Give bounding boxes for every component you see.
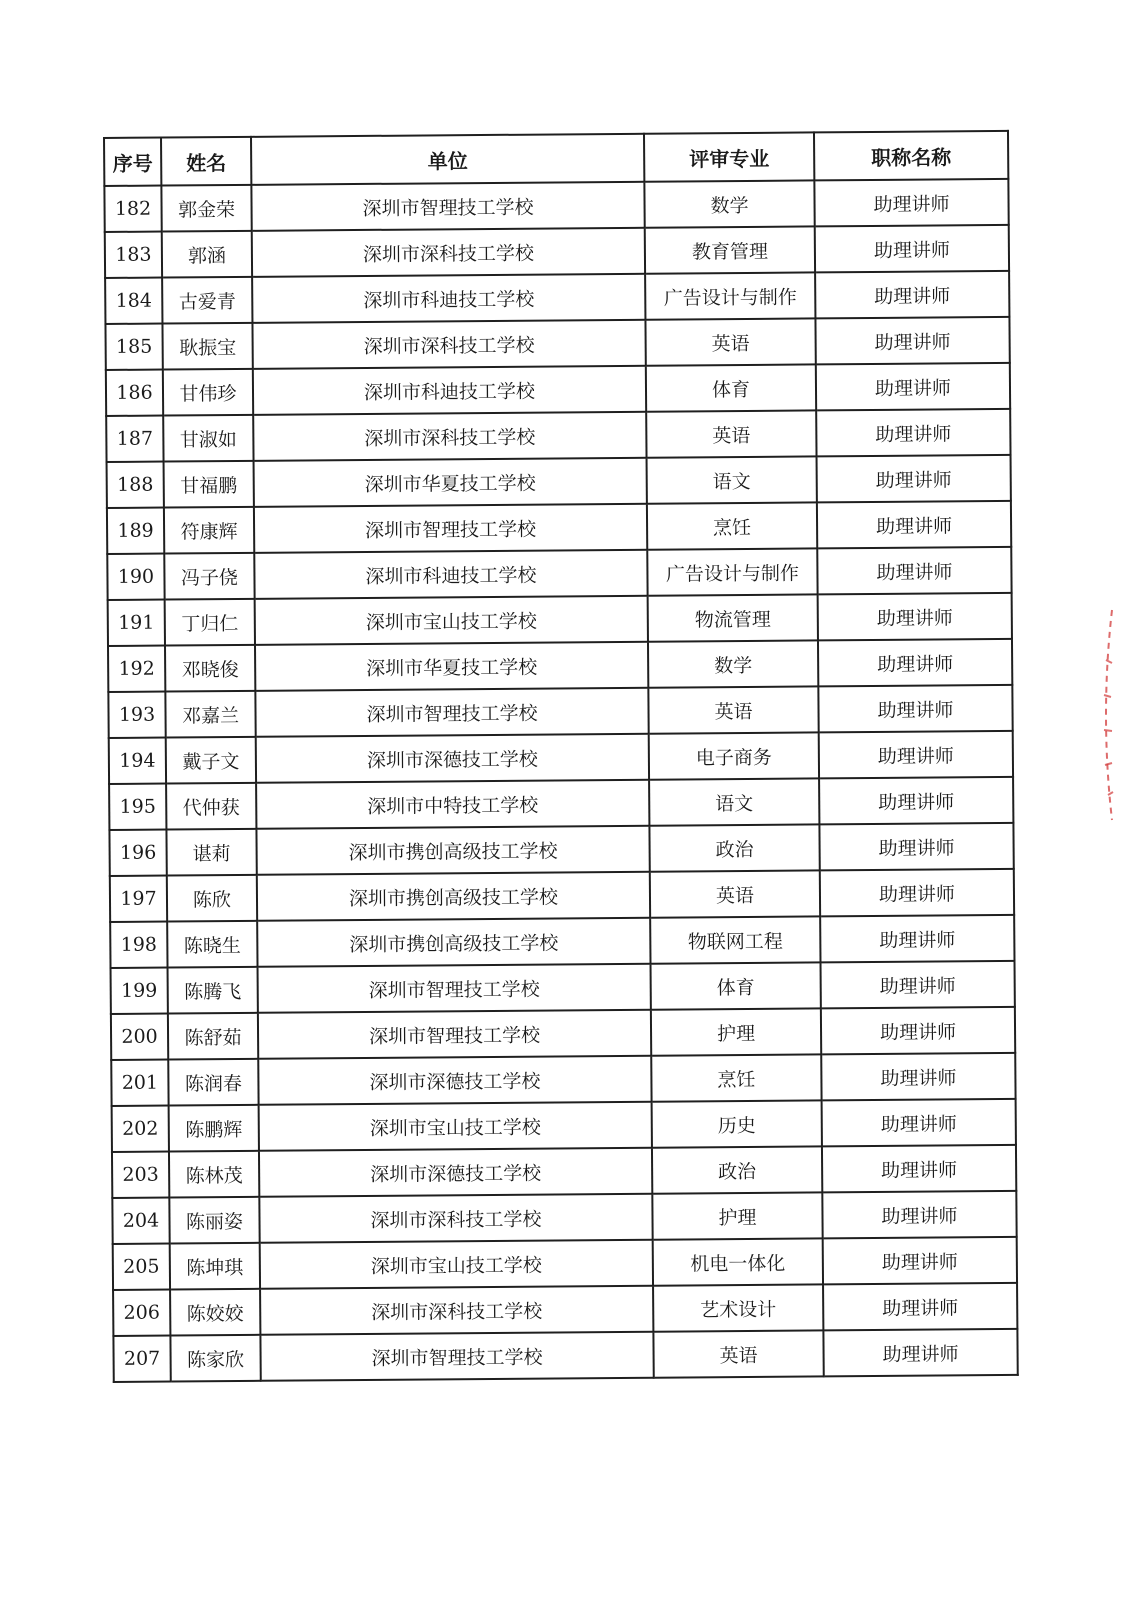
table-row [112, 1145, 1016, 1198]
table-row [106, 363, 1010, 416]
cell-number: 192 [108, 646, 165, 692]
table-row [109, 731, 1013, 784]
cell-title: 助理讲师 [821, 1053, 1015, 1101]
cell-unit: 深圳市宝山技工学校 [260, 1240, 653, 1289]
cell-unit: 深圳市携创高级技工学校 [257, 872, 650, 921]
table-row [108, 685, 1012, 738]
cell-number: 197 [110, 876, 167, 922]
cell-title: 助理讲师 [818, 593, 1012, 641]
cell-number: 184 [105, 278, 162, 324]
cell-unit: 深圳市智理技工学校 [255, 688, 648, 737]
cell-major: 物联网工程 [650, 916, 820, 963]
cell-title: 助理讲师 [822, 1099, 1016, 1147]
cell-number: 194 [109, 738, 166, 784]
cell-number: 191 [108, 600, 165, 646]
cell-name: 陈林茂 [169, 1151, 259, 1198]
red-seal-edge-icon [1092, 600, 1118, 830]
table-body [104, 179, 1017, 1382]
table-row [113, 1237, 1017, 1290]
cell-unit: 深圳市深德技工学校 [259, 1148, 652, 1197]
table-row [107, 501, 1011, 554]
cell-unit: 深圳市深科技工学校 [260, 1286, 653, 1335]
header-major: 评审专业 [644, 132, 814, 181]
table-row [105, 225, 1009, 278]
cell-name: 陈丽姿 [169, 1197, 259, 1244]
cell-title: 助理讲师 [823, 1283, 1017, 1331]
cell-unit: 深圳市中特技工学校 [256, 780, 649, 829]
cell-name: 甘淑如 [163, 415, 253, 462]
cell-name: 耿振宝 [162, 323, 252, 370]
cell-major: 广告设计与制作 [645, 272, 815, 319]
cell-number: 187 [106, 416, 163, 462]
cell-title: 助理讲师 [823, 1237, 1017, 1285]
cell-number: 185 [105, 324, 162, 370]
table-row [110, 915, 1014, 968]
cell-major: 机电一体化 [653, 1238, 823, 1285]
cell-unit: 深圳市科迪技工学校 [253, 366, 646, 415]
table-row [104, 179, 1008, 232]
cell-title: 助理讲师 [815, 317, 1009, 365]
cell-number: 198 [110, 922, 167, 968]
cell-major: 语文 [649, 778, 819, 825]
cell-name: 甘福鹏 [164, 461, 254, 508]
cell-number: 201 [111, 1060, 168, 1106]
cell-name: 陈坤琪 [170, 1243, 260, 1290]
cell-name: 戴子文 [166, 737, 256, 784]
table-row [112, 1191, 1016, 1244]
table-row [113, 1329, 1017, 1382]
cell-major: 物流管理 [648, 594, 818, 641]
cell-unit: 深圳市携创高级技工学校 [256, 826, 649, 875]
cell-title: 助理讲师 [820, 869, 1014, 917]
cell-unit: 深圳市携创高级技工学校 [257, 918, 650, 967]
cell-unit: 深圳市智理技工学校 [260, 1332, 653, 1381]
cell-title: 助理讲师 [815, 225, 1009, 273]
table-row [111, 1007, 1015, 1060]
table-row [108, 593, 1012, 646]
cell-title: 助理讲师 [817, 501, 1011, 549]
table-header-row [104, 131, 1008, 186]
cell-major: 教育管理 [645, 226, 815, 273]
cell-major: 烹饪 [651, 1054, 821, 1101]
cell-name: 代仲获 [166, 783, 256, 830]
cell-unit: 深圳市宝山技工学校 [255, 596, 648, 645]
cell-title: 助理讲师 [817, 547, 1011, 595]
cell-name: 邓晓俊 [165, 645, 255, 692]
cell-name: 陈家欣 [170, 1335, 260, 1382]
cell-major: 英语 [648, 686, 818, 733]
cell-name: 陈腾飞 [168, 967, 258, 1014]
cell-unit: 深圳市科迪技工学校 [254, 550, 647, 599]
cell-unit: 深圳市华夏技工学校 [254, 458, 647, 507]
table-row [105, 271, 1009, 324]
header-unit: 单位 [251, 134, 644, 185]
cell-title: 助理讲师 [819, 823, 1013, 871]
table-row [107, 547, 1011, 600]
cell-unit: 深圳市科迪技工学校 [252, 274, 645, 323]
cell-number: 200 [111, 1014, 168, 1060]
table-row [109, 823, 1013, 876]
cell-name: 郭涵 [162, 231, 252, 278]
header-title: 职称名称 [814, 131, 1008, 181]
cell-unit: 深圳市华夏技工学校 [255, 642, 648, 691]
cell-title: 助理讲师 [814, 179, 1008, 227]
cell-major: 体育 [651, 962, 821, 1009]
cell-major: 广告设计与制作 [647, 548, 817, 595]
cell-name: 陈晓生 [167, 921, 257, 968]
cell-name: 丁归仁 [165, 599, 255, 646]
cell-number: 196 [109, 830, 166, 876]
cell-name: 邓嘉兰 [165, 691, 255, 738]
cell-title: 助理讲师 [816, 409, 1010, 457]
cell-number: 207 [113, 1336, 170, 1382]
cell-name: 谌莉 [166, 829, 256, 876]
cell-title: 助理讲师 [816, 363, 1010, 411]
cell-title: 助理讲师 [822, 1191, 1016, 1239]
cell-major: 英语 [645, 318, 815, 365]
cell-number: 202 [112, 1106, 169, 1152]
cell-name: 符康辉 [164, 507, 254, 554]
cell-name: 郭金荣 [161, 185, 251, 232]
cell-unit: 深圳市深科技工学校 [252, 228, 645, 277]
cell-name: 古爱青 [162, 277, 252, 324]
cell-number: 189 [107, 508, 164, 554]
table-row [109, 777, 1013, 830]
cell-number: 188 [107, 462, 164, 508]
cell-unit: 深圳市智理技工学校 [251, 182, 644, 231]
cell-major: 护理 [651, 1008, 821, 1055]
cell-major: 英语 [653, 1330, 823, 1377]
cell-unit: 深圳市智理技工学校 [258, 964, 651, 1013]
cell-number: 203 [112, 1152, 169, 1198]
table-row [110, 869, 1014, 922]
cell-number: 195 [109, 784, 166, 830]
cell-title: 助理讲师 [817, 455, 1011, 503]
table-row [111, 961, 1015, 1014]
cell-unit: 深圳市智理技工学校 [258, 1010, 651, 1059]
cell-unit: 深圳市深德技工学校 [258, 1056, 651, 1105]
cell-number: 183 [105, 232, 162, 278]
cell-number: 205 [113, 1244, 170, 1290]
cell-name: 陈舒茹 [168, 1013, 258, 1060]
cell-number: 204 [112, 1198, 169, 1244]
cell-unit: 深圳市深科技工学校 [259, 1194, 652, 1243]
table-row [107, 455, 1011, 508]
cell-number: 190 [107, 554, 164, 600]
cell-title: 助理讲师 [821, 1007, 1015, 1055]
cell-name: 冯子侥 [164, 553, 254, 600]
header-name: 姓名 [161, 137, 251, 186]
table-row [106, 409, 1010, 462]
cell-unit: 深圳市深德技工学校 [256, 734, 649, 783]
cell-unit: 深圳市智理技工学校 [254, 504, 647, 553]
cell-number: 182 [104, 186, 161, 232]
cell-title: 助理讲师 [818, 639, 1012, 687]
table-row [111, 1053, 1015, 1106]
header-number: 序号 [104, 138, 161, 186]
cell-number: 206 [113, 1290, 170, 1336]
cell-major: 烹饪 [647, 502, 817, 549]
cell-number: 193 [108, 692, 165, 738]
cell-major: 政治 [649, 824, 819, 871]
cell-major: 体育 [646, 364, 816, 411]
cell-title: 助理讲师 [821, 961, 1015, 1009]
table-row [105, 317, 1009, 370]
cell-major: 艺术设计 [653, 1284, 823, 1331]
cell-name: 陈鹏辉 [169, 1105, 259, 1152]
cell-major: 数学 [648, 640, 818, 687]
cell-major: 政治 [652, 1146, 822, 1193]
cell-name: 陈润春 [168, 1059, 258, 1106]
cell-major: 历史 [652, 1100, 822, 1147]
cell-major: 电子商务 [649, 732, 819, 779]
cell-major: 英语 [650, 870, 820, 917]
cell-title: 助理讲师 [820, 915, 1014, 963]
cell-number: 199 [111, 968, 168, 1014]
table-row [112, 1099, 1016, 1152]
table-row [108, 639, 1012, 692]
cell-major: 英语 [646, 410, 816, 457]
table-row [113, 1283, 1017, 1336]
cell-major: 语文 [647, 456, 817, 503]
cell-major: 数学 [644, 180, 814, 227]
cell-title: 助理讲师 [819, 777, 1013, 825]
cell-name: 甘伟珍 [163, 369, 253, 416]
cell-name: 陈欣 [167, 875, 257, 922]
cell-title: 助理讲师 [822, 1145, 1016, 1193]
cell-unit: 深圳市宝山技工学校 [259, 1102, 652, 1151]
cell-name: 陈姣姣 [170, 1289, 260, 1336]
cell-major: 护理 [652, 1192, 822, 1239]
cell-title: 助理讲师 [823, 1329, 1017, 1377]
cell-number: 186 [106, 370, 163, 416]
cell-unit: 深圳市深科技工学校 [252, 320, 645, 369]
roster-table [103, 130, 1019, 1383]
cell-unit: 深圳市深科技工学校 [253, 412, 646, 461]
cell-title: 助理讲师 [818, 685, 1012, 733]
cell-title: 助理讲师 [819, 731, 1013, 779]
cell-title: 助理讲师 [815, 271, 1009, 319]
